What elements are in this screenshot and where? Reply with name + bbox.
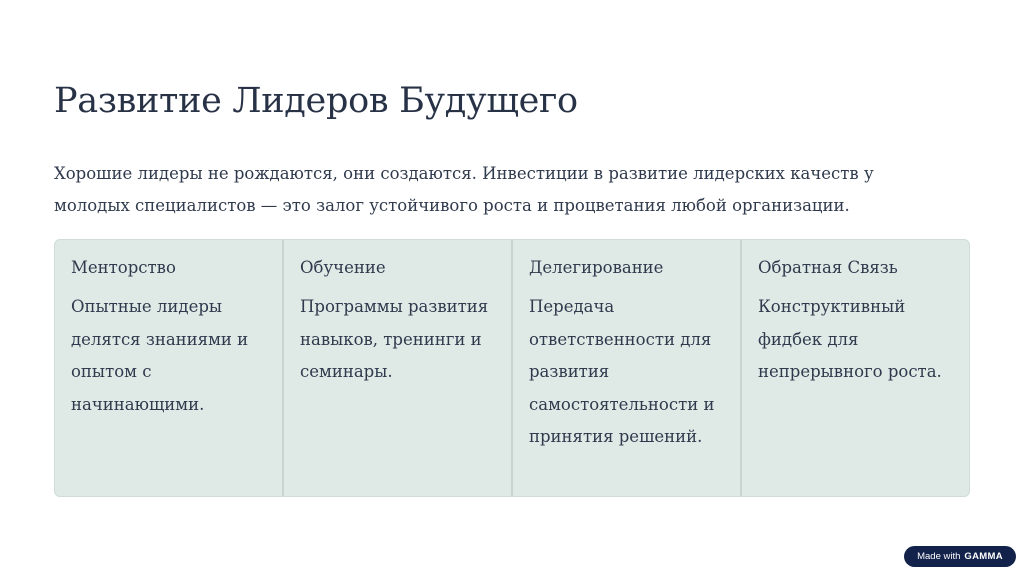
card-title: Менторство [71,258,176,277]
intro-paragraph: Хорошие лидеры не рождаются, они создаются. Инвестиции в развитие лидерских качеств у молодых специалистов — это залог устойчивого роста и процветания любой организации. [54,164,874,215]
card-mentorship [55,240,284,496]
card-text: Передача ответственности для развития самостоятельности и принятия решений. [529,297,715,446]
slide-title: Развитие Лидеров Будущего [54,81,578,121]
card-title: Обратная Связь [758,258,898,277]
card-title: Обучение [300,258,386,277]
card-feedback [742,240,969,496]
made-with-gamma-badge[interactable] [904,546,1016,567]
card-text: Программы развития навыков, тренинги и семинары. [300,297,489,381]
card-text: Опытные лидеры делятся знаниями и опытом с начинающими. [71,297,249,414]
badge-prefix: Made with [917,551,961,562]
cards-row [54,239,970,497]
card-text: Конструктивный фидбек для непрерывного роста. [758,297,942,381]
gamma-logo: GAMMA [964,551,1003,562]
card-training [284,240,513,496]
card-delegation [513,240,742,496]
card-title: Делегирование [529,258,664,277]
